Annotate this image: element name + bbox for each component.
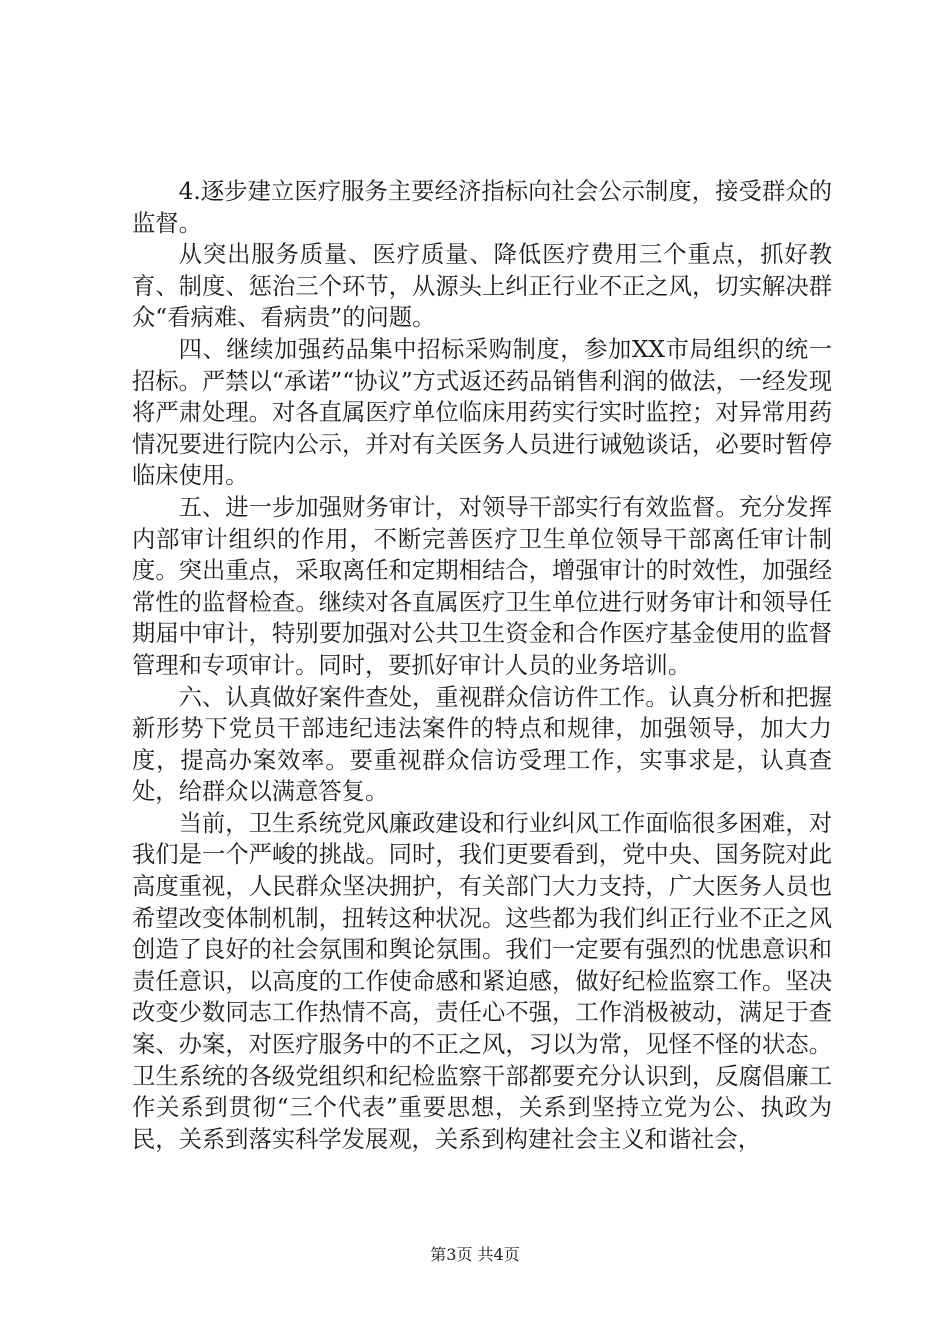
paragraph-focus-points: 从突出服务质量、医疗质量、降低医疗费用三个重点，抓好教育、制度、惩治三个环节，从源头上纠正行业不正之风，切实解决群众“看病难、看病贵”的问题。 bbox=[132, 241, 832, 332]
paragraph-section-5: 五、进一步加强财务审计，对领导干部实行有效监督。充分发挥内部审计组织的作用，不断完善医疗卫生单位领导干部离任审计制度。突出重点，采取离任和定期相结合，增强审计的时效性，加强经常性的监督检查。继续对各直属医疗卫生单位进行财务审计和领导任期届中审计，特别要加强对公共卫生资金和合作医疗基金使用的监督管理和专项审计。同时，要抓好审计人员的业务培训。 bbox=[132, 493, 832, 679]
paragraph-current-situation: 当前，卫生系统党风廉政建设和行业纠风工作面临很多困难，对我们是一个严峻的挑战。同时，我们更要看到，党中央、国务院对此高度重视，人民群众坚决拥护，有关部门大力支持，广大医务人员也希望改变体制机制，扭转这种状况。这些都为我们纠正行业不正之风创造了良好的社会氛围和舆论氛围。我们一定要有强烈的忧患意识和责任意识，以高度的工作使命感和紧迫感，做好纪检监察工作。坚决改变少数同志工作热情不高，责任心不强，工作消极被动，满足于查案、办案，对医疗服务中的不正之风，习以为常，见怪不怪的状态。卫生系统的各级党组织和纪检监察干部都要充分认识到，反腐倡廉工作关系到贯彻“三个代表”重要思想，关系到坚持立党为公、执政为民，关系到落实科学发展观，关系到构建社会主义和谐社会， bbox=[132, 809, 832, 1153]
paragraph-item-4: 4.逐步建立医疗服务主要经济指标向社会公示制度，接受群众的监督。 bbox=[132, 178, 832, 237]
paragraph-section-6: 六、认真做好案件查处，重视群众信访件工作。认真分析和把握新形势下党员干部违纪违法案件的特点和规律，加强领导，加大力度，提高办案效率。要重视群众信访受理工作，实事求是，认真查处，给群众以满意答复。 bbox=[132, 683, 832, 806]
paragraph-section-4: 四、继续加强药品集中招标采购制度，参加XX市局组织的统一招标。严禁以“承诺”“协议”方式返还药品销售利润的做法，一经发现将严肃处理。对各直属医疗单位临床用药实行实时监控；对异常用药情况要进行院内公示，并对有关医务人员进行诫勉谈话，必要时暂停临床使用。 bbox=[132, 335, 832, 490]
document-body bbox=[132, 176, 832, 1155]
page-footer: 第3页 共4页 bbox=[430, 1245, 520, 1264]
